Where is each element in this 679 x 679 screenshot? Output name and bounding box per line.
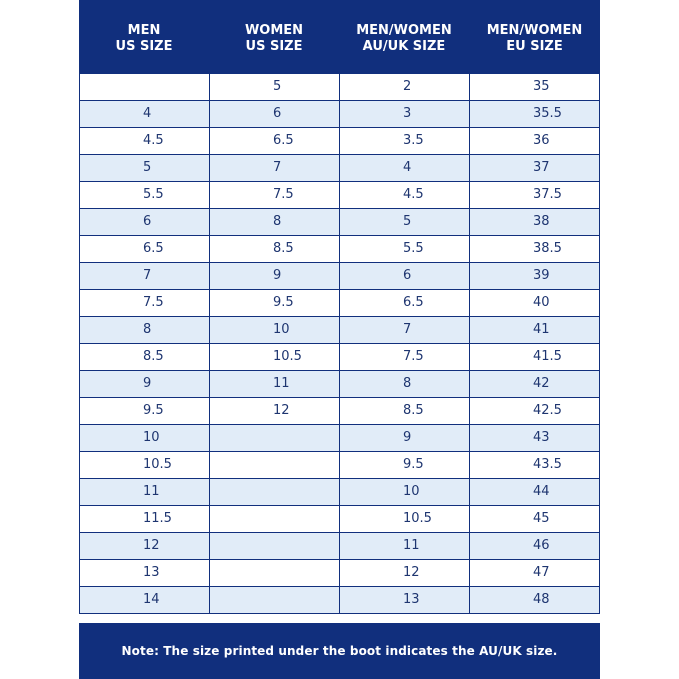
cell-au-uk: 9 <box>340 425 470 452</box>
cell-men-us: 6.5 <box>80 236 210 263</box>
cell-au-uk: 13 <box>340 587 470 614</box>
table-row <box>80 344 600 371</box>
cell-au-uk: 11 <box>340 533 470 560</box>
header-au-uk-size: MEN/WOMEN AU/UK SIZE <box>356 22 452 54</box>
cell-au-uk: 12 <box>340 560 470 587</box>
header-men-us-size: MEN US SIZE <box>115 22 173 54</box>
header-eu-size: MEN/WOMEN EU SIZE <box>486 22 583 54</box>
cell-au-uk: 10.5 <box>340 506 470 533</box>
table-row <box>80 101 600 128</box>
cell-women-us <box>210 587 340 614</box>
cell-women-us: 9 <box>210 263 340 290</box>
table-row <box>80 479 600 506</box>
note-text: Note: The size printed under the boot indicates the AU/UK size. <box>121 644 558 658</box>
cell-eu: 41.5 <box>470 344 600 371</box>
cell-men-us: 6 <box>80 209 210 236</box>
cell-au-uk: 3.5 <box>340 128 470 155</box>
cell-au-uk: 2 <box>340 74 470 101</box>
cell-eu: 48 <box>470 587 600 614</box>
cell-eu: 39 <box>470 263 600 290</box>
cell-eu: 42.5 <box>470 398 600 425</box>
cell-men-us: 10 <box>80 425 210 452</box>
cell-au-uk: 5 <box>340 209 470 236</box>
cell-men-us: 11.5 <box>80 506 210 533</box>
cell-women-us: 8 <box>210 209 340 236</box>
cell-eu: 37.5 <box>470 182 600 209</box>
cell-women-us: 8.5 <box>210 236 340 263</box>
cell-men-us: 4 <box>80 101 210 128</box>
cell-men-us: 5.5 <box>80 182 210 209</box>
cell-men-us: 7.5 <box>80 290 210 317</box>
cell-men-us: 9.5 <box>80 398 210 425</box>
cell-women-us: 10.5 <box>210 344 340 371</box>
cell-au-uk: 4.5 <box>340 182 470 209</box>
cell-men-us: 8.5 <box>80 344 210 371</box>
cell-women-us: 11 <box>210 371 340 398</box>
table-row <box>80 290 600 317</box>
table-row <box>80 155 600 182</box>
cell-women-us: 9.5 <box>210 290 340 317</box>
cell-au-uk: 7 <box>340 317 470 344</box>
cell-eu: 47 <box>470 560 600 587</box>
table-row <box>80 182 600 209</box>
cell-eu: 38.5 <box>470 236 600 263</box>
cell-men-us <box>80 74 210 101</box>
size-table <box>79 73 600 614</box>
cell-women-us <box>210 452 340 479</box>
table-row <box>80 398 600 425</box>
cell-eu: 46 <box>470 533 600 560</box>
cell-women-us: 7 <box>210 155 340 182</box>
cell-men-us: 4.5 <box>80 128 210 155</box>
table-row <box>80 533 600 560</box>
cell-eu: 38 <box>470 209 600 236</box>
cell-eu: 36 <box>470 128 600 155</box>
cell-eu: 37 <box>470 155 600 182</box>
cell-men-us: 14 <box>80 587 210 614</box>
table-row <box>80 128 600 155</box>
note-banner <box>79 623 600 679</box>
table-row <box>80 371 600 398</box>
cell-women-us <box>210 425 340 452</box>
cell-men-us: 13 <box>80 560 210 587</box>
cell-au-uk: 4 <box>340 155 470 182</box>
cell-au-uk: 10 <box>340 479 470 506</box>
cell-au-uk: 5.5 <box>340 236 470 263</box>
table-row <box>80 506 600 533</box>
cell-men-us: 5 <box>80 155 210 182</box>
table-row <box>80 425 600 452</box>
size-chart <box>79 0 600 614</box>
cell-men-us: 11 <box>80 479 210 506</box>
cell-men-us: 8 <box>80 317 210 344</box>
cell-eu: 42 <box>470 371 600 398</box>
cell-eu: 40 <box>470 290 600 317</box>
cell-au-uk: 6 <box>340 263 470 290</box>
cell-eu: 41 <box>470 317 600 344</box>
cell-women-us: 6 <box>210 101 340 128</box>
cell-women-us: 10 <box>210 317 340 344</box>
cell-au-uk: 7.5 <box>340 344 470 371</box>
cell-eu: 45 <box>470 506 600 533</box>
table-row <box>80 317 600 344</box>
header-women-us-size: WOMEN US SIZE <box>244 22 304 54</box>
cell-women-us: 12 <box>210 398 340 425</box>
table-row <box>80 263 600 290</box>
cell-au-uk: 8 <box>340 371 470 398</box>
table-row <box>80 74 600 101</box>
cell-men-us: 10.5 <box>80 452 210 479</box>
cell-au-uk: 3 <box>340 101 470 128</box>
cell-au-uk: 8.5 <box>340 398 470 425</box>
cell-au-uk: 9.5 <box>340 452 470 479</box>
cell-men-us: 7 <box>80 263 210 290</box>
cell-women-us: 5 <box>210 74 340 101</box>
cell-women-us <box>210 533 340 560</box>
cell-women-us <box>210 479 340 506</box>
cell-eu: 35.5 <box>470 101 600 128</box>
table-row <box>80 209 600 236</box>
table-row <box>80 236 600 263</box>
cell-women-us <box>210 560 340 587</box>
cell-men-us: 9 <box>80 371 210 398</box>
cell-women-us <box>210 506 340 533</box>
cell-men-us: 12 <box>80 533 210 560</box>
cell-women-us: 6.5 <box>210 128 340 155</box>
cell-eu: 44 <box>470 479 600 506</box>
cell-eu: 43 <box>470 425 600 452</box>
cell-eu: 43.5 <box>470 452 600 479</box>
table-row <box>80 452 600 479</box>
size-chart-header <box>79 0 600 73</box>
table-row <box>80 587 600 614</box>
cell-women-us: 7.5 <box>210 182 340 209</box>
cell-au-uk: 6.5 <box>340 290 470 317</box>
cell-eu: 35 <box>470 74 600 101</box>
table-row <box>80 560 600 587</box>
